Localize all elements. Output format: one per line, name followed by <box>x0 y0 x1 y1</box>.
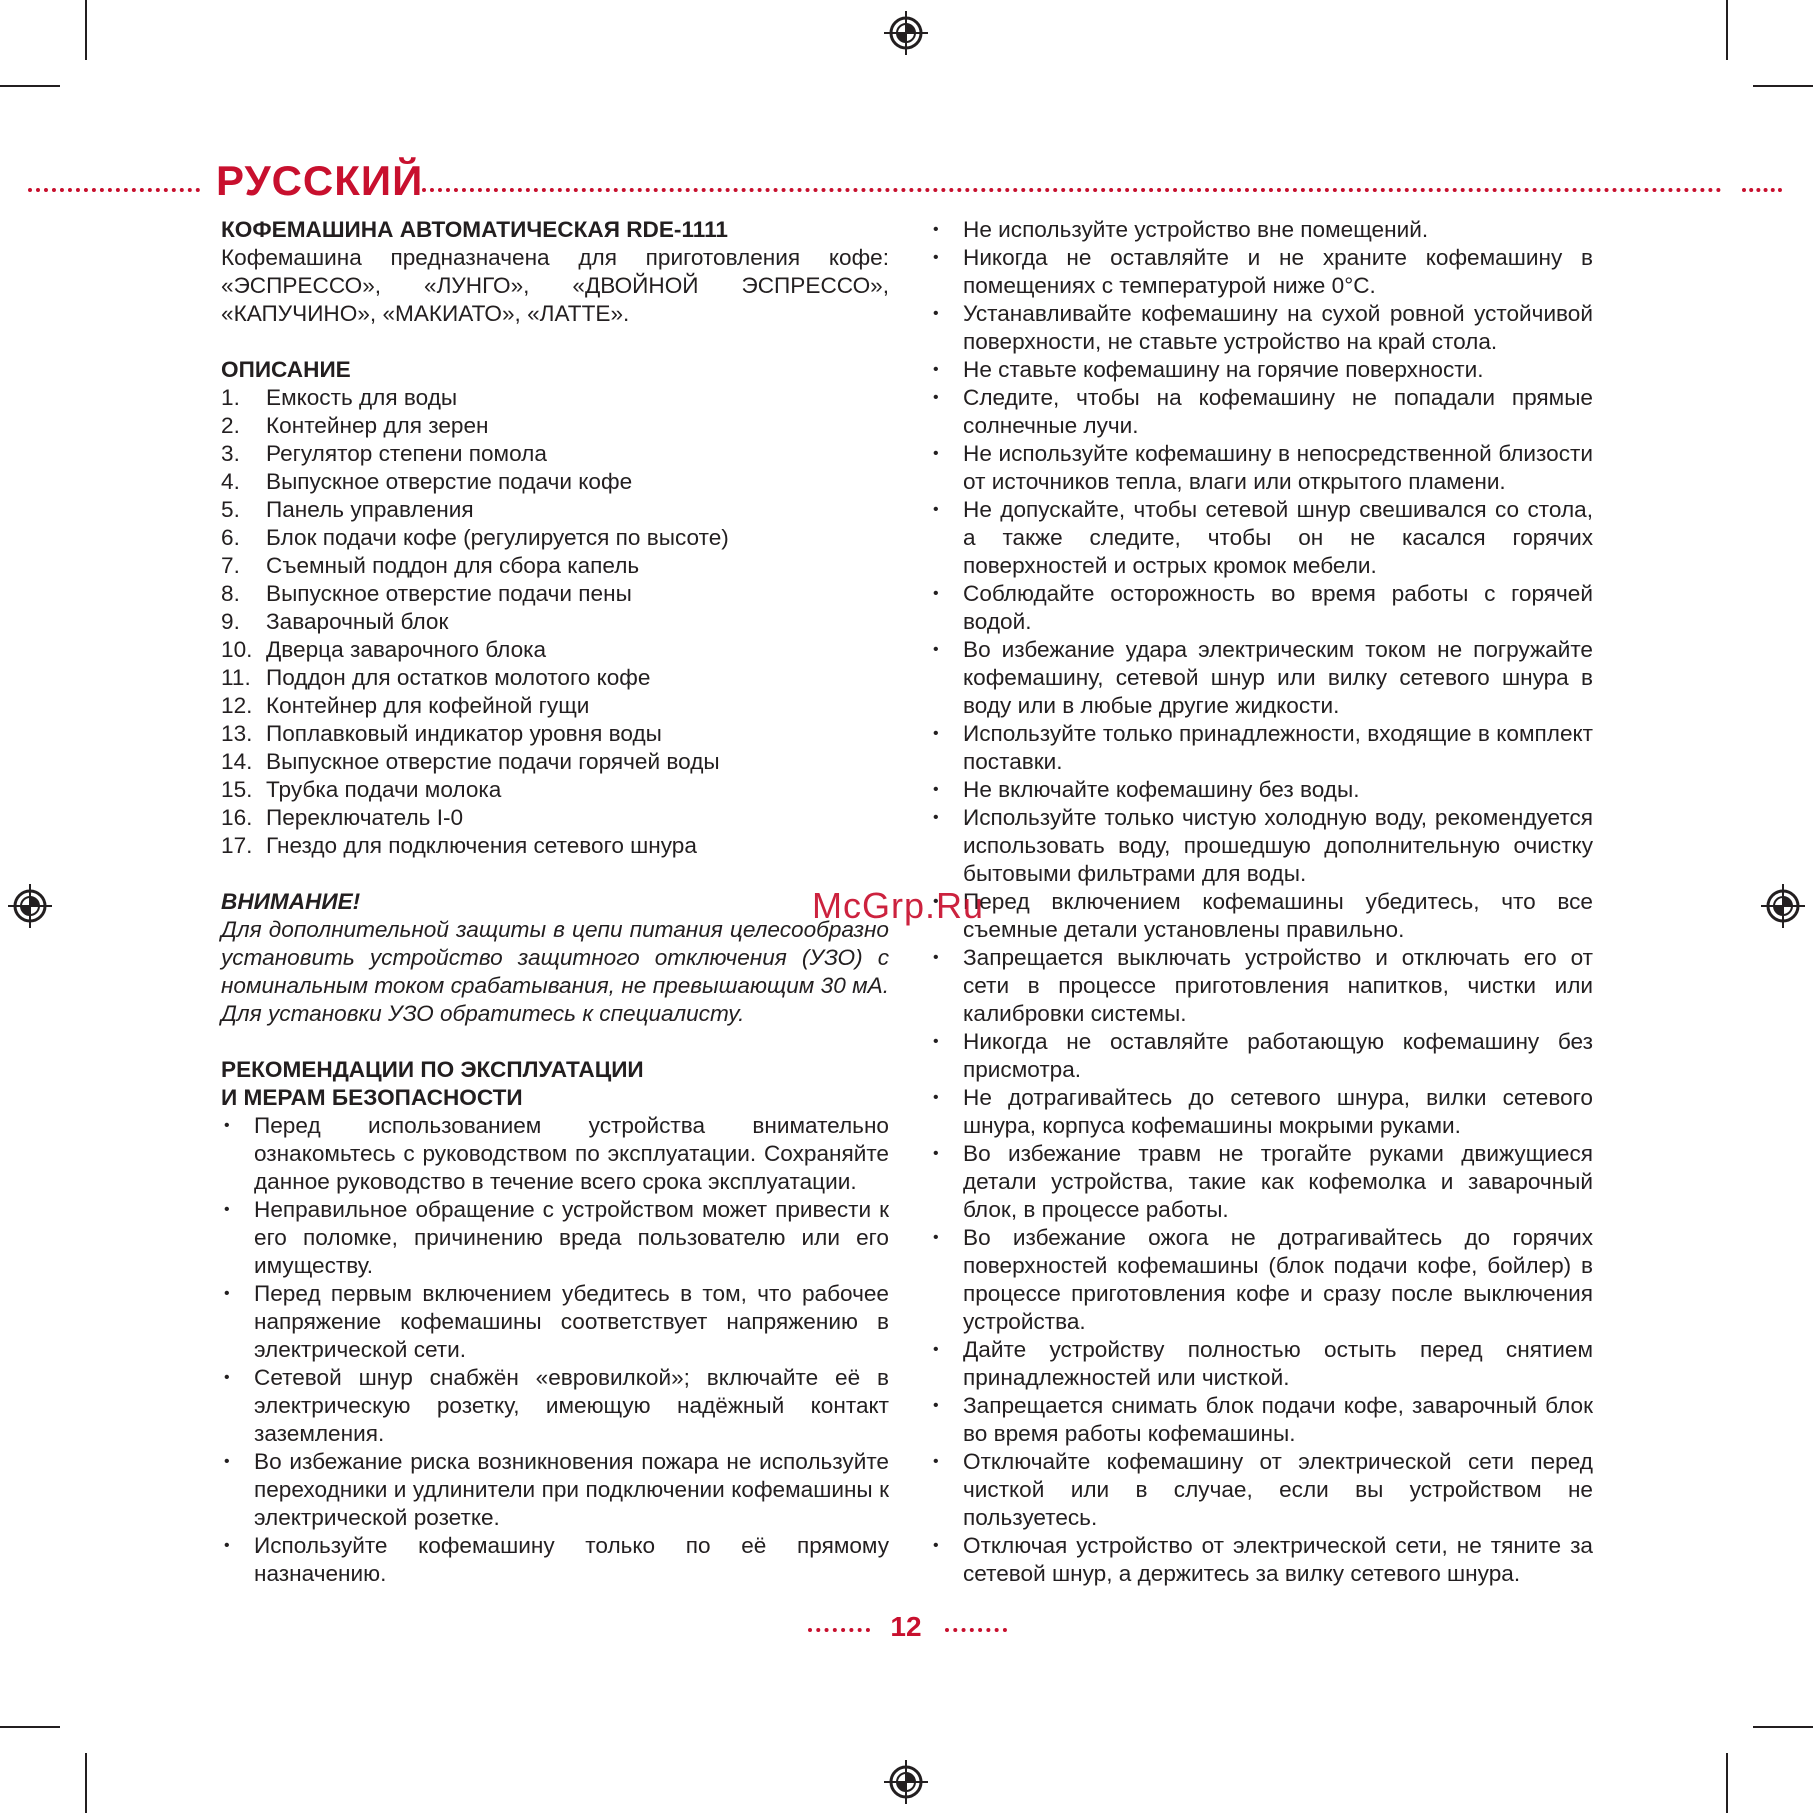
list-item: • Никогда не оставляйте и не храните кофемашину в помещениях с температурой ниже 0°С. <box>930 244 1593 300</box>
registration-mark-icon <box>884 1760 928 1804</box>
list-item <box>221 636 889 664</box>
list-item: • Соблюдайте осторожность во время работы с горячей водой. <box>930 580 1593 636</box>
list-item: • Никогда не оставляйте работающую кофемашину без присмотра. <box>930 1028 1593 1084</box>
item-text: Поплавковый индикатор уровня воды <box>266 721 662 746</box>
item-number: 4. <box>221 469 240 494</box>
item-text: Контейнер для кофейной гущи <box>266 693 590 718</box>
item-number: 9. <box>221 609 240 634</box>
list-item: • Запрещается выключать устройство и отключать его от сети в процессе приготовления напитков, чистки или калибровки системы. <box>930 944 1593 1028</box>
item-number: 16. <box>221 805 253 830</box>
list-item: • Во избежание травм не трогайте руками движущиеся детали устройства, такие как кофемолка и заварочный блок, в процессе работы. <box>930 1140 1593 1224</box>
item-number: 15. <box>221 777 253 802</box>
item-number: 17. <box>221 833 253 858</box>
list-item: • Перед первым включением убедитесь в том, что рабочее напряжение кофемашины соответствует напряжению в электрической сети. <box>221 1280 889 1364</box>
list-item <box>221 804 889 832</box>
list-item: • Используйте только принадлежности, входящие в комплект поставки. <box>930 720 1593 776</box>
list-item: • Используйте только чистую холодную воду, рекомендуется использовать воду, прошедшую дополнительную очистку бытовыми фильтрами для воды. <box>930 804 1593 888</box>
crop-mark <box>1753 85 1813 87</box>
item-text: Переключатель I-0 <box>266 805 464 830</box>
language-header <box>0 150 1813 210</box>
list-item: • Перед включением кофемашины убедитесь, что все съемные детали установлены правильно. <box>930 888 1593 944</box>
item-text: Трубка подачи молока <box>266 777 502 802</box>
item-text: Дверца заварочного блока <box>266 637 547 662</box>
item-number: 14. <box>221 749 253 774</box>
page-number: 12 <box>890 1611 922 1642</box>
list-item: • Отключая устройство от электрической сети, не тяните за сетевой шнур, а держитесь за вилку сетевого шнура. <box>930 1532 1593 1588</box>
item-text: Выпускное отверстие подачи кофе <box>266 469 633 494</box>
registration-mark-icon <box>884 11 928 55</box>
description-list <box>221 384 889 860</box>
list-item: • Дайте устройству полностью остыть перед снятием принадлежностей или чисткой. <box>930 1336 1593 1392</box>
product-title: КОФЕМАШИНА АВТОМАТИЧЕСКАЯ RDE-1111 <box>221 217 728 242</box>
item-text: Контейнер для зерен <box>266 413 489 438</box>
list-item: • Используйте кофемашину только по её прямому назначению. <box>221 1532 889 1588</box>
safety-heading-line1: РЕКОМЕНДАЦИИ ПО ЭКСПЛУАТАЦИИ <box>221 1057 644 1082</box>
item-text: Емкость для воды <box>266 385 458 410</box>
item-text: Гнездо для подключения сетевого шнура <box>266 833 697 858</box>
list-item: • Неправильное обращение с устройством может привести к его поломке, причинению вреда пользователю или его имуществу. <box>221 1196 889 1280</box>
item-text: Заварочный блок <box>266 609 449 634</box>
item-number: 3. <box>221 441 240 466</box>
list-item <box>221 496 889 524</box>
list-item <box>221 440 889 468</box>
item-number: 13. <box>221 721 253 746</box>
list-item <box>221 776 889 804</box>
list-item <box>221 468 889 496</box>
list-item: • Во избежание ожога не дотрагивайтесь до горячих поверхностей кофемашины (блок подачи кофе, бойлер) в процессе приготовления кофе и сразу после выключения устройства. <box>930 1224 1593 1336</box>
item-number: 11. <box>221 665 251 690</box>
footer-dots-right <box>945 1628 1007 1632</box>
item-number: 10. <box>221 637 253 662</box>
crop-mark <box>1726 1753 1728 1813</box>
language-title: РУССКИЙ <box>216 157 424 204</box>
item-number: 2. <box>221 413 240 438</box>
list-item: • Не допускайте, чтобы сетевой шнур свешивался со стола, а также следите, чтобы он не касался горячих поверхностей и острых кромок мебели. <box>930 496 1593 580</box>
registration-mark-icon <box>8 884 52 928</box>
item-number: 12. <box>221 693 253 718</box>
crop-mark <box>1753 1726 1813 1728</box>
warning-heading: ВНИМАНИЕ! <box>221 889 361 914</box>
footer-dots-left <box>808 1628 870 1632</box>
watermark: McGrp.Ru <box>812 885 985 926</box>
crop-mark <box>0 1726 60 1728</box>
list-item <box>221 720 889 748</box>
right-column <box>930 216 1593 1588</box>
item-text: Выпускное отверстие подачи горячей воды <box>266 749 720 774</box>
item-number: 8. <box>221 581 240 606</box>
list-item <box>221 412 889 440</box>
list-item: • Не ставьте кофемашину на горячие поверхности. <box>930 356 1593 384</box>
list-item <box>221 692 889 720</box>
description-heading: ОПИСАНИЕ <box>221 357 351 382</box>
list-item: • Сетевой шнур снабжён «евровилкой»; включайте её в электрическую розетку, имеющую надёжный контакт заземления. <box>221 1364 889 1448</box>
list-item: • Отключайте кофемашину от электрической сети перед чисткой или в случае, если вы устройством не пользуетесь. <box>930 1448 1593 1532</box>
safety-list-left <box>221 1112 889 1588</box>
list-item: • Во избежание риска возникновения пожара не используйте переходники и удлинители при подключении кофемашины к электрической розетке. <box>221 1448 889 1532</box>
warning-text: Для дополнительной защиты в цепи питания целесообразно установить устройство защитного отключения (УЗО) с номинальным током срабатывания, не превышающим 30 мА. Для установки УЗО обратитесь к специалисту. <box>221 917 889 1026</box>
intro-paragraph: Кофемашина предназначена для приготовления кофе: «ЭСПРЕССО», «ЛУНГО», «ДВОЙНОЙ ЭСПРЕССО», «КАПУЧИНО», «МАКИАТО», «ЛАТТЕ». <box>221 245 889 326</box>
list-item: • Не дотрагивайтесь до сетевого шнура, вилки сетевого шнура, корпуса кофемашины мокрыми руками. <box>930 1084 1593 1140</box>
item-text: Регулятор степени помола <box>266 441 547 466</box>
crop-mark <box>0 85 60 87</box>
header-dots-left <box>28 188 200 192</box>
item-text: Выпускное отверстие подачи пены <box>266 581 632 606</box>
list-item <box>221 524 889 552</box>
crop-mark <box>1726 0 1728 60</box>
item-number: 7. <box>221 553 240 578</box>
safety-heading-line2: И МЕРАМ БЕЗОПАСНОСТИ <box>221 1085 523 1110</box>
list-item <box>221 384 889 412</box>
header-dots-right-end <box>1742 188 1782 192</box>
list-item: • Во избежание удара электрическим током не погружайте кофемашину, сетевой шнур или вилку сетевого шнура в воду или в любые другие жидкости. <box>930 636 1593 720</box>
list-item: • Перед использованием устройства внимательно ознакомьтесь с руководством по эксплуатации. Сохраняйте данное руководство в течение всего срока эксплуатации. <box>221 1112 889 1196</box>
header-dots-right <box>422 188 1722 192</box>
list-item: • Следите, чтобы на кофемашину не попадали прямые солнечные лучи. <box>930 384 1593 440</box>
item-number: 5. <box>221 497 240 522</box>
page-footer <box>0 1610 1813 1650</box>
item-text: Блок подачи кофе (регулируется по высоте) <box>266 525 729 550</box>
item-text: Съемный поддон для сбора капель <box>266 553 640 578</box>
list-item: • Запрещается снимать блок подачи кофе, заварочный блок во время работы кофемашины. <box>930 1392 1593 1448</box>
list-item <box>221 664 889 692</box>
registration-mark-icon <box>1761 884 1805 928</box>
list-item <box>221 608 889 636</box>
left-column <box>221 216 889 1588</box>
list-item: • Не используйте устройство вне помещений. <box>930 216 1593 244</box>
list-item: • Устанавливайте кофемашину на сухой ровной устойчивой поверхности, не ставьте устройство на край стола. <box>930 300 1593 356</box>
item-number: 1. <box>221 385 240 410</box>
item-text: Панель управления <box>266 497 474 522</box>
list-item <box>221 748 889 776</box>
crop-mark <box>85 0 87 60</box>
list-item: • Не включайте кофемашину без воды. <box>930 776 1593 804</box>
crop-mark <box>85 1753 87 1813</box>
list-item <box>221 832 889 860</box>
item-number: 6. <box>221 525 240 550</box>
item-text: Поддон для остатков молотого кофе <box>266 665 651 690</box>
list-item: • Не используйте кофемашину в непосредственной близости от источников тепла, влаги или открытого пламени. <box>930 440 1593 496</box>
list-item <box>221 580 889 608</box>
list-item <box>221 552 889 580</box>
safety-list-right <box>930 216 1593 1588</box>
